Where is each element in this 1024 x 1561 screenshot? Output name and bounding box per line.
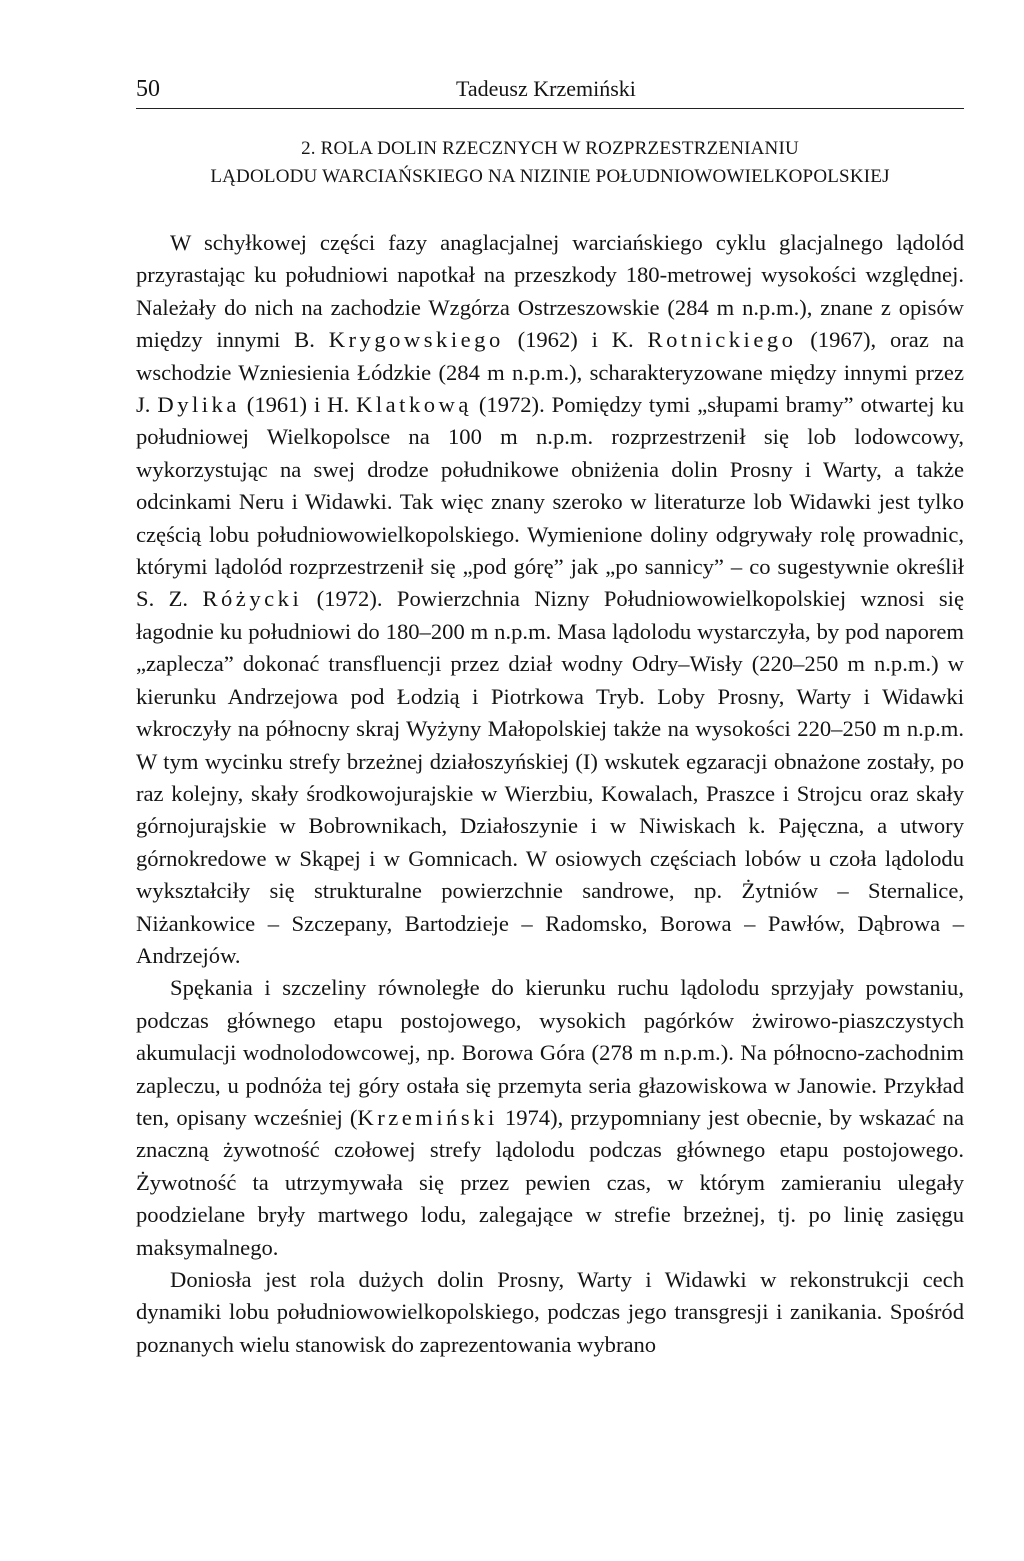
author-citation: Klatkową [356,392,472,418]
paragraph-1-text: (1962) i K. [503,327,648,353]
paragraph-3 [136,1264,964,1361]
paragraph-1-text: (1972). Powierzchnia Nizny Południowowielkopolskiej wznosi się łagodnie ku południowi do 180–200 m n.p.m. Masa lądolodu wystarczyła, by pod naporem „zaplecza” dokonać transfluencji przez dział wodny Odry–Wisły (220–250 m n.p.m.) w kierunku Andrzejowa pod Łodzią i Piotrkowa Tryb. Loby Prosny, Warty i Widawki wkroczyły na północny skraj Wyżyny Małopolskiej także na wysokości 220–250 m n.p.m. W tym wycinku strefy brzeżnej działoszyńskiej (I) wskutek egzaracji obnażone zostały, po raz kolejny, skały środkowojurajskie w Wierzbiu, Kowalach, Praszce i Strojcu oraz skały górnojurajskie w Bobrownikach, Działoszynie i w Niwiskach k. Pajęczna, a utwory górnokredowe w Skąpej i w Gomnicach. W osiowych częściach lobów u czoła lądolodu wykształciły się strukturalne powierzchnie sandrowe, np. Żytniów – Sternalice, Niżankowice – Szczepany, Bartodzieje – Radomsko, Borowa – Pawłów, Dąbrowa – Andrzejów. [136,586,964,968]
paragraph-2-text: 1974), przypomniany jest obecnie, by wskazać na znaczną żywotność czołowej strefy lądolodu podczas głównego etapu postojowego. Żywotność ta utrzymywała się przez pewien czas, w którym zamieraniu ulegały poodzielane bryły martwego lodu, zalegające w strefie brzeżnej, tj. po linię zasięgu maksymalnego. [136,1104,964,1260]
paragraph-1-text: (1961) i H. [239,392,357,418]
page-number: 50 [136,76,160,102]
section-title-line-2: LĄDOLODU WARCIAŃSKIEGO NA NIZINIE POŁUDNIOWOWIELKOPOLSKIEJ [210,166,890,187]
section-title [136,135,964,191]
paragraph-1-text: (1972). Pomiędzy tymi „słupami bramy” otwartej ku południowej Wielkopolsce na 100 m n.p.m. rozprzestrzenił się lob lodowcowy, wykorzystując na swej drodze południkowe obniżenia dolin Prosny i Warty, a także odcinkami Neru i Widawki. Tak więc znany szeroko w literaturze lob Widawki jest tylko częścią lobu południowowielkopolskiego. Wymienione doliny odgrywały rolę prowadnic, którymi lądolód rozprzestrzenił się „pod górę” jak „po sannicy” – co sugestywnie określił S. Z. [136,392,964,612]
paragraph-3-text: Doniosła jest rola dużych dolin Prosny, Warty i Widawki w rekonstrukcji cech dynamiki lobu południowowielkopolskiego, podczas jego transgresji i zanikania. Spośród poznanych wielu stanowisk do zaprezentowania wybrano [136,1267,964,1357]
author-citation: Krzemiński [357,1104,498,1130]
author-citation: Dylika [157,392,240,418]
author-citation: Rotnickiego [647,327,797,353]
paragraph-2 [136,972,964,1264]
running-head [136,76,964,106]
author-citation: Krygowskiego [328,327,504,353]
running-head-author: Tadeusz Krzemiński [456,76,636,101]
section-title-line-1: 2. ROLA DOLIN RZECZNYCH W ROZPRZESTRZENIANIU [301,138,799,159]
paragraph-1-text: W schyłkowej części fazy anaglacjalnej warciańskiego cyklu glacjalnego lądolód przyrastając ku południowi napotkał na przeszkody 180-metrowej wysokości względnej. Należały do nich na zachodzie Wzgórza Ostrzeszowskie (284 m n.p.m.), znane z opisów między innymi B. [136,230,964,353]
header-rule [136,108,964,109]
paragraph-2-text: Spękania i szczeliny równoległe do kierunku ruchu lądolodu sprzyjały powstaniu, podczas głównego etapu postojowego, wysokich pagórków żwirowo-piaszczystych akumulacji wodnolodowcowej, np. Borowa Góra (278 m n.p.m.). Na północno-zachodnim zapleczu, u podnóża tej góry ostała się przemyta seria głazowiskowa w Janowie. Przykład ten, opisany wcześniej ( [136,975,964,1130]
paragraph-1-text: (1967), oraz na wschodzie Wzniesienia Łódzkie (284 m n.p.m.), scharakteryzowane między innymi przez J. [136,327,965,418]
paragraph-1 [136,227,964,972]
body-text [136,227,964,1361]
author-citation: Różycki [202,586,303,612]
